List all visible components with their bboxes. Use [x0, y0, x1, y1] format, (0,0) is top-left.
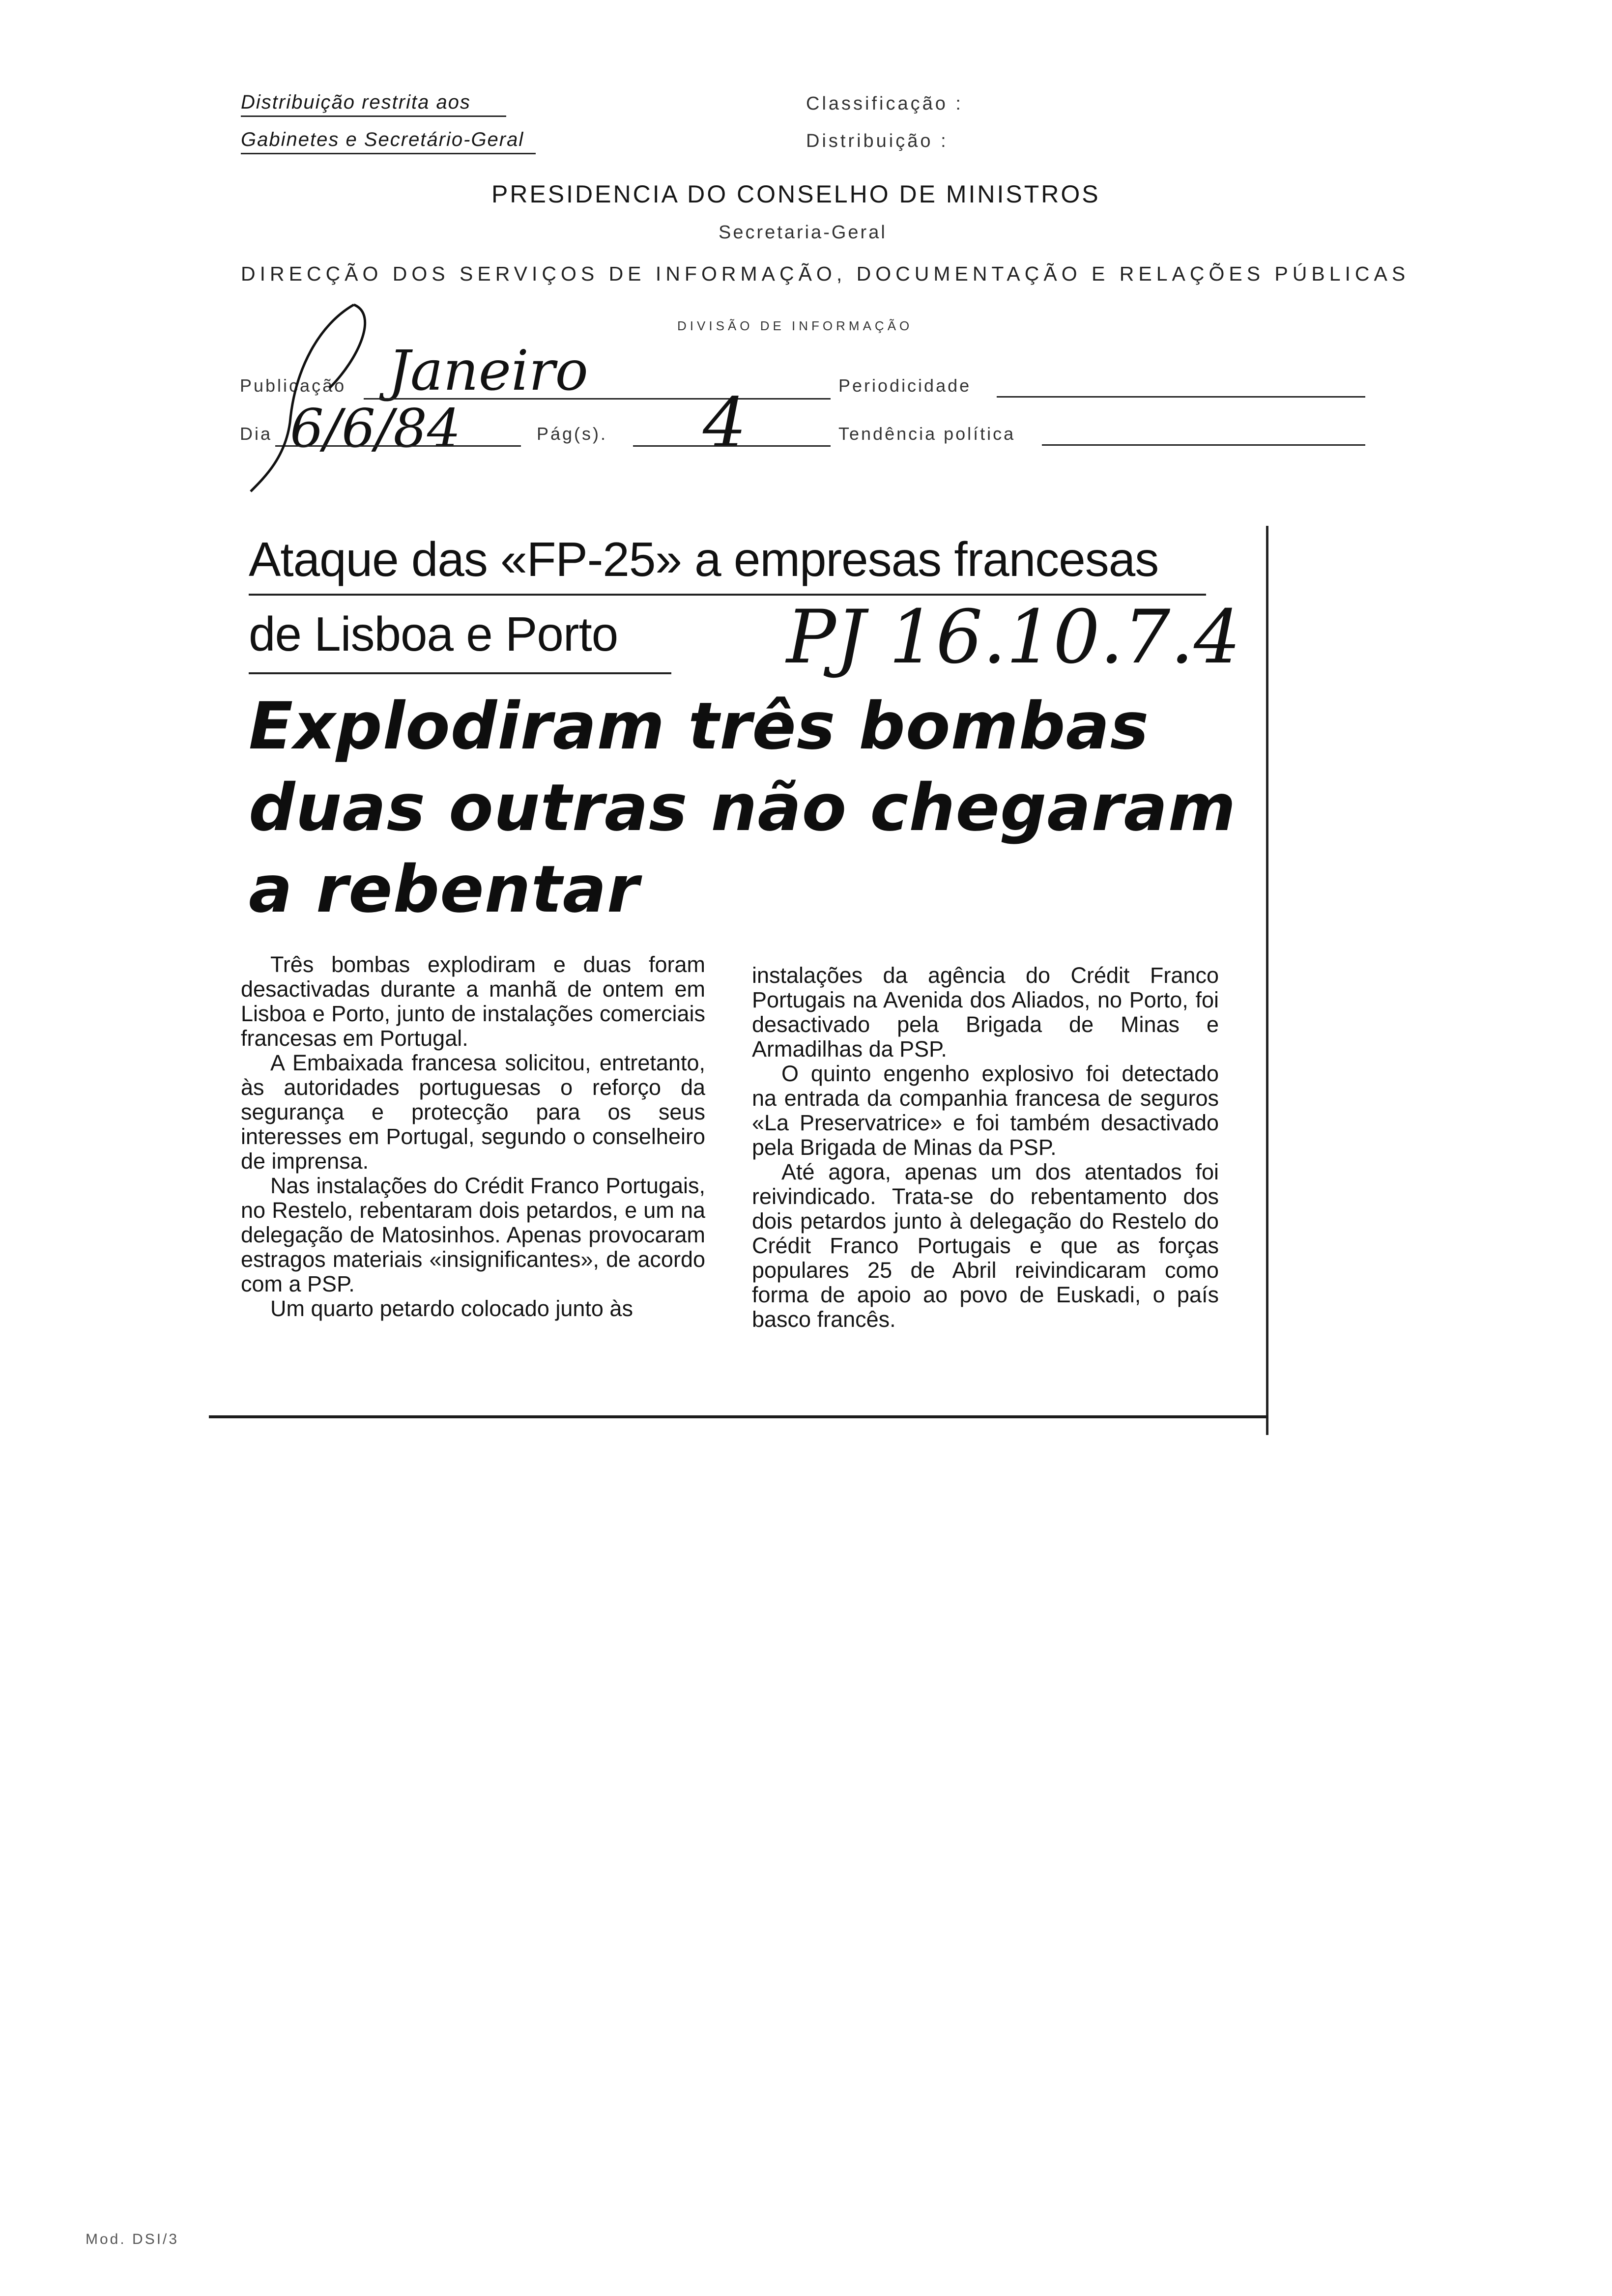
column2-paragraph-3: Até agora, apenas um dos atentados foi reivindicado. Trata-se do rebentamento dos dois petardos junto à delegação do Restelo do Crédit Franco Portugais e que as forças populares 25 de Abril reivindicaram como forma de apoio ao povo de Euskadi, o país basco francês. [752, 1159, 1219, 1332]
pages-underline [633, 445, 831, 447]
column1-paragraph-3: Nas instalações do Crédit Franco Portugais, no Restelo, rebentaram dois petardos, e um na delegação de Matosinhos. Apenas provocaram estragos materiais «insignificantes», de acordo com a PSP. [241, 1173, 705, 1296]
article-column-2 [752, 963, 1219, 1332]
clipping-bottom-border [209, 1415, 1268, 1418]
political-tendency-underline [1042, 444, 1365, 446]
article-column-1 [241, 952, 705, 1321]
distribution-label: Distribuição : [806, 131, 949, 151]
periodicity-underline [997, 396, 1365, 398]
headline-line3: a rebentar [249, 852, 639, 927]
classification-label: Classificação : [806, 93, 963, 114]
headline-line1: Explodiram três bombas [249, 689, 1150, 764]
kicker-rule-2 [249, 672, 671, 674]
day-handwritten-value: 6/6/84 [290, 398, 461, 459]
day-label: Dia [240, 424, 273, 444]
pages-handwritten-value: 4 [703, 383, 747, 463]
handwritten-reference-note: PJ 16.10.7.4 [786, 595, 1241, 680]
handwritten-flourish [231, 295, 437, 501]
restricted-distribution-line2: Gabinetes e Secretário-Geral [241, 129, 536, 154]
form-code: Mod. DSI/3 [86, 2231, 179, 2247]
periodicity-label: Periodicidade [838, 375, 972, 396]
column2-paragraph-1: instalações da agência do Crédit Franco Portugais na Avenida dos Aliados, no Porto, foi desactivado pela Brigada de Minas e Armadilhas da PSP. [752, 963, 1219, 1062]
column1-paragraph-2: A Embaixada francesa solicitou, entretanto, às autoridades portuguesas o reforço da segurança e protecção para os seus interesses em Portugal, segundo o conselheiro de imprensa. [241, 1050, 705, 1174]
restricted-distribution-line1: Distribuição restrita aos [241, 91, 506, 117]
clipping-right-border [1266, 526, 1268, 1435]
headline-line2: duas outras não chegaram [249, 770, 1237, 846]
secretariat-subtitle: Secretaria-Geral [719, 222, 887, 243]
directorate-line: DIRECÇÃO DOS SERVIÇOS DE INFORMAÇÃO, DOCUMENTAÇÃO E RELAÇÕES PÚBLICAS [241, 262, 1410, 285]
organization-title: PRESIDENCIA DO CONSELHO DE MINISTROS [491, 180, 1100, 208]
pages-label: Pág(s). [537, 424, 608, 444]
division-label: DIVISÃO DE INFORMAÇÃO [677, 318, 913, 333]
column2-paragraph-2: O quinto engenho explosivo foi detectado na entrada da companhia francesa de seguros «La Preservatrice» e foi também desactivado pela Brigada de Minas da PSP. [752, 1061, 1219, 1160]
article-kicker-line1: Ataque das «FP-25» a empresas francesas [249, 532, 1159, 586]
article-kicker-line2: de Lisboa e Porto [249, 607, 618, 661]
column1-paragraph-4: Um quarto petardo colocado junto às [270, 1296, 633, 1321]
publication-handwritten-value: Janeiro [388, 339, 588, 403]
publication-label: Publicação [240, 375, 346, 396]
political-tendency-label: Tendência política [838, 424, 1016, 444]
column1-paragraph-1: Três bombas explodiram e duas foram desactivadas durante a manhã de ontem em Lisboa e Porto, junto de instalações comerciais francesas em Portugal. [241, 952, 705, 1051]
